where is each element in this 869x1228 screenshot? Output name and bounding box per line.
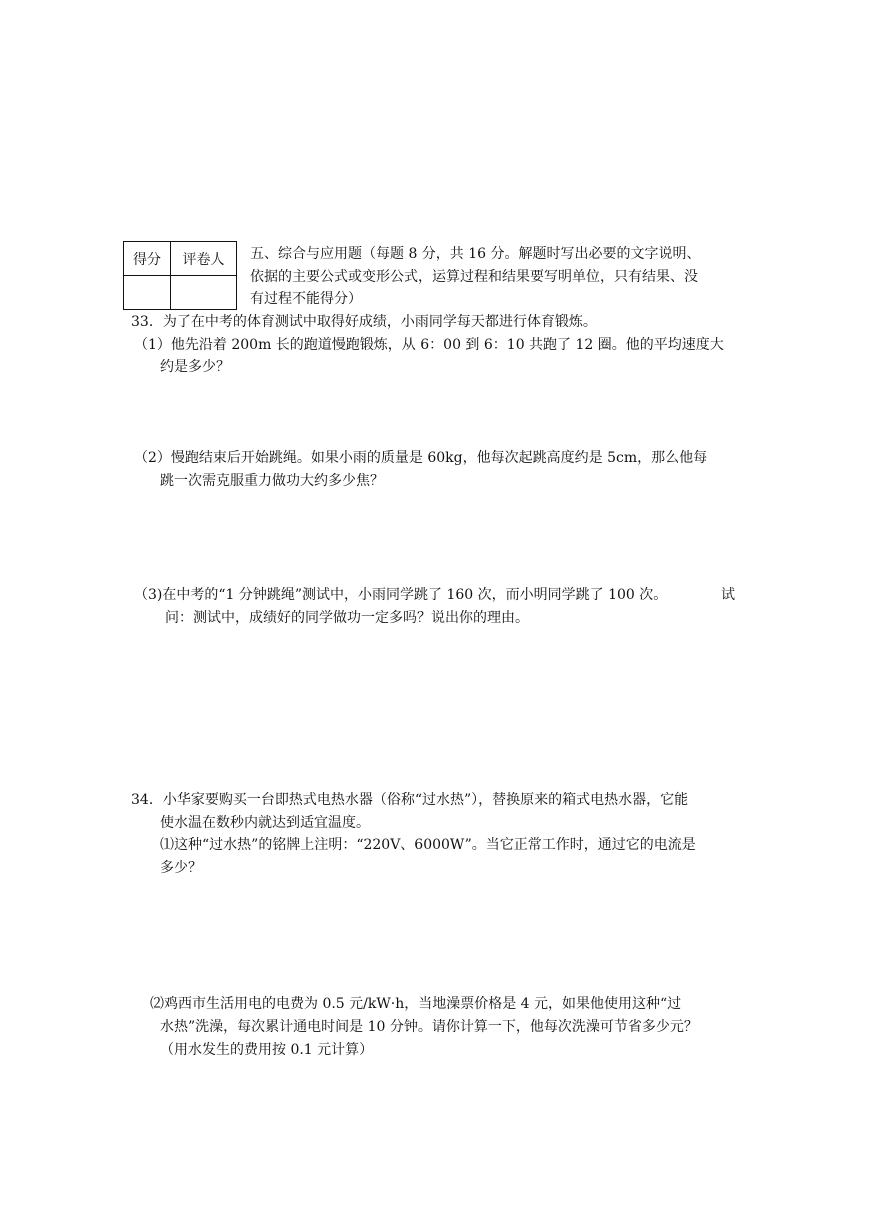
section-instructions-line2: 依据的主要公式或变形公式，运算过程和结果要写明单位，只有结果、没 (250, 269, 698, 285)
question-34-part1-line2: 多少？ (160, 860, 202, 876)
grader-header: 评卷人 (171, 242, 237, 276)
question-34-part2-line2: 水热”洗澡，每次累计通电时间是 10 分钟。请你计算一下，他每次洗澡可节省多少元？ (160, 1019, 698, 1035)
question-33-stem: 33．为了在中考的体育测试中取得好成绩，小雨同学每天都进行体育锻炼。 (131, 314, 597, 330)
question-33-part2-line2: 跳一次需克服重力做功大约多少焦？ (160, 473, 384, 489)
question-34-stem-line2: 使水温在数秒内就达到适宜温度。 (160, 815, 370, 831)
question-34-part2-line3: （用水发生的费用按 0.1 元计算） (160, 1042, 374, 1058)
score-header: 得分 (124, 242, 171, 276)
score-cell (124, 276, 171, 310)
section-instructions-line3: 有过程不能得分） (250, 291, 362, 307)
question-33-part2-line1: （2）慢跑结束后开始跳绳。如果小雨的质量是 60kg，他每次起跳高度约是 5cm，那么他每 (134, 450, 708, 466)
question-33-part3-line1: （3)在中考的“1 分钟跳绳”测试中，小雨同学跳了 160 次，而小明同学跳了 100 次。 (134, 587, 668, 603)
section-instructions-line1: 五、综合与应用题（每题 8 分，共 16 分。解题时写出必要的文字说明、 (250, 246, 701, 262)
question-33-part1-line2: 约是多少？ (160, 359, 230, 375)
question-34-stem-line1: 34．小华家要购买一台即热式电热水器（俗称“过水热”），替换原来的箱式电热水器，它能 (131, 792, 689, 808)
question-33-part3-line1-end: 试 (721, 587, 735, 603)
question-33-part1-line1: （1）他先沿着 200m 长的跑道慢跑锻炼，从 6：00 到 6：10 共跑了 12 圈。他的平均速度大 (134, 337, 724, 353)
question-34-part2-line1: ⑵鸡西市生活用电的电费为 0.5 元/kW·h，当地澡票价格是 4 元，如果他使用这种“过 (150, 996, 682, 1012)
score-table (123, 241, 237, 310)
question-34-part1-line1: ⑴这种“过水热”的铭牌上注明：“220V、6000W”。当它正常工作时，通过它的电流是 (160, 837, 696, 853)
grader-cell (171, 276, 237, 310)
question-33-part3-line2: 问：测试中，成绩好的同学做功一定多吗？说出你的理由。 (165, 610, 529, 626)
